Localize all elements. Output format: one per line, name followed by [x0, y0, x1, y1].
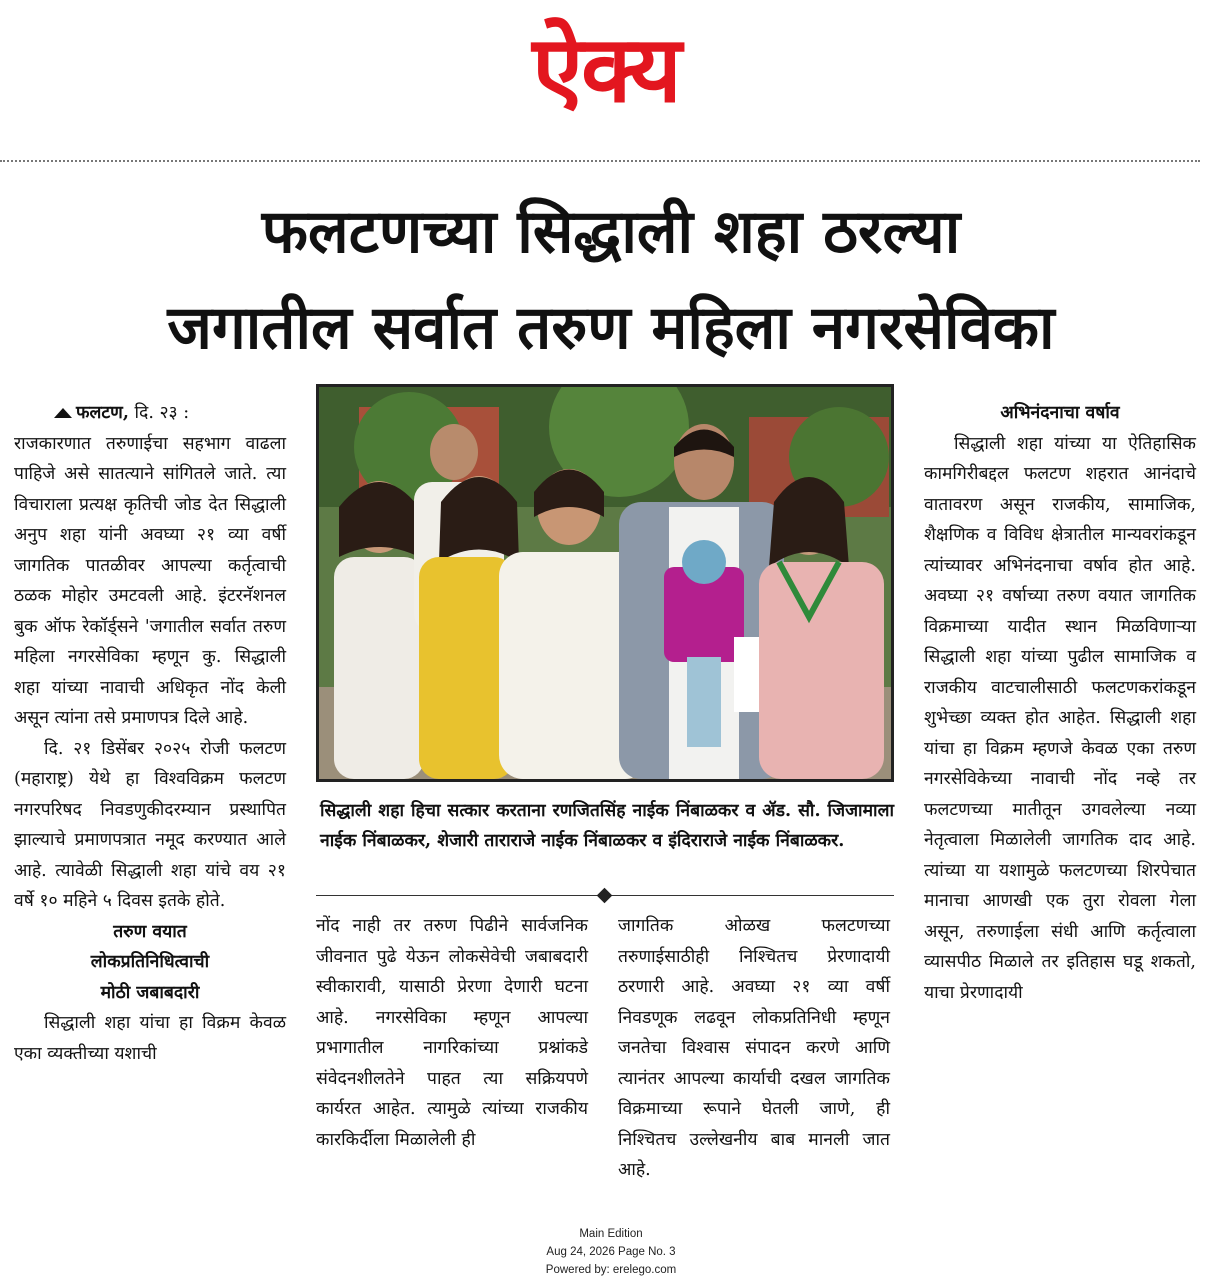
dotted-divider [0, 160, 1200, 162]
article-column-left [14, 398, 286, 1069]
page-footer [0, 1225, 1222, 1279]
article-paragraph: सिद्धाली शहा यांचा हा विक्रम केवळ एका व्यक्तीच्या यशाची [14, 1013, 286, 1064]
dateline-place: फलटण, [76, 403, 129, 423]
section-subhead [14, 917, 286, 1009]
masthead [0, 0, 1222, 160]
article-paragraph: दि. २१ डिसेंबर २०२५ रोजी फलटण (महाराष्ट्र) येथे हा विश्वविक्रम फलटण नगरपरिषद निवडणुकीदरम्यान प्रस्थापित झाल्याचे प्रमाणपत्रात नमूद करण्यात आले आहे. त्यावेळी सिद्धाली शहा यांचे वय २१ वर्षे १० महिने ५ दिवस इतके होते. [14, 738, 286, 911]
article-column-mid-1 [316, 911, 588, 1155]
article-column-mid-2 [618, 911, 890, 1186]
section-subhead: अभिनंदनाचा वर्षाव [1000, 403, 1120, 423]
dateline-date: दि. २३ : [128, 403, 190, 423]
date-page-label: Aug 24, 2026 Page No. 3 [546, 1246, 676, 1258]
subhead-line: लोकप्रतिनिधित्वाची [90, 952, 210, 972]
edition-label: Main Edition [579, 1228, 643, 1240]
photo-caption: सिद्धाली शहा हिचा सत्कार करताना रणजितसिंह नाईक निंबाळकर व ॲड. सौ. जिजामाला नाईक निंबाळकर, शेजारी ताराराजे नाईक निंबाळकर व इंदिराराजे नाईक निंबाळकर. [320, 801, 894, 851]
diamond-icon [597, 888, 613, 904]
news-photo [316, 384, 894, 782]
dateline [14, 398, 286, 429]
article-paragraph: सिद्धाली शहा यांच्या या ऐतिहासिक कामगिरीबद्दल फलटण शहरात आनंदाचे वातावरण असून राजकीय, सामाजिक, शैक्षणिक व विविध क्षेत्रातील मान्यवरांकडून त्यांच्यावर अभिनंदनाचा वर्षाव होत आहे. अवघ्या २१ वर्षाच्या तरुण वयात जागतिक विक्रमाच्या यादीत स्थान मिळविणाऱ्या सिद्धाली शहा यांच्या पुढील सामाजिक व राजकीय वाटचालीसाठी फलटणकरांकडून शुभेच्छा व्यक्त होत आहेत. सिद्धाली शहा यांचा हा विक्रम म्हणजे केवळ एका तरुण नगरसेविकेच्या नावाची नोंद नव्हे तर फलटणच्या मातीतून उगवलेल्या नव्या नेतृत्वाला मिळालेली जागतिक दाद आहे. त्यांच्या या यशामुळे फलटणच्या शिरपेचात मानाचा आणखी एक तुरा रोवला गेला असून, तरुणाईला संधी आणि कर्तृत्वाला व्यासपीठ मिळाले तर इतिहास घडू शकतो, याचा प्रेरणादायी [924, 433, 1196, 1003]
subhead-line: तरुण वयात [113, 921, 187, 942]
subhead-line: मोठी जबाबदारी [100, 982, 200, 1003]
powered-by-label: Powered by: erelego.com [545, 1264, 677, 1276]
triangle-icon [54, 408, 72, 418]
article-column-right [924, 398, 1196, 1008]
article-paragraph: जागतिक ओळख फलटणच्या तरुणाईसाठीही निश्चितच प्रेरणादायी ठरणारी आहे. अवघ्या २१ व्या वर्षी निवडणूक लढवून लोकप्रतिनिधी म्हणून जनतेचा विश्वास संपादन करणे आणि त्यानंतर आपल्या कार्याची दखल जागतिक विक्रमाच्या रूपाने घेतली जाणे, ही निश्चितच उल्लेखनीय बाब मानली जात आहे. [618, 916, 890, 1180]
newspaper-logo: ऐक्य [532, 16, 680, 123]
article-paragraph: नोंद नाही तर तरुण पिढीने सार्वजनिक जीवनात पुढे येऊन लोकसेवेची जबाबदारी स्वीकारावी, यासाठी प्रेरणा देणारी घटना आहे. नगरसेविका म्हणून आपल्या प्रभागातील नागरिकांच्या प्रश्नांकडे संवेदनशीलतेने पाहत त्या सक्रियपणे कार्यरत आहेत. त्यामुळे त्यांच्या राजकीय कारकिर्दीला मिळालेली ही [316, 916, 588, 1150]
headline-line-1: फलटणच्या सिद्धाली शहा ठरल्या [261, 197, 961, 267]
caption-divider [316, 890, 894, 902]
article-paragraph: राजकारणात तरुणाईचा सहभाग वाढला पाहिजे असे सातत्याने सांगितले जाते. त्या विचाराला प्रत्यक्ष कृतिची जोड देत सिद्धाली अनुप शहा यांनी अवघ्या २१ व्या वर्षी जागतिक पातळीवर आपल्या कर्तृत्वाची ठळक मोहोर उमटवली आहे. इंटरनॅशनल बुक ऑफ रेकॉर्ड्सने 'जगातील सर्वात तरुण महिला नगरसेविका म्हणून कु. सिद्धाली शहा यांच्या नावाची अधिकृत नोंद केली असून त्यांना तसे प्रमाणपत्र दिले आहे. [14, 433, 286, 728]
headline-line-2: जगातील सर्वात तरुण महिला नगरसेविका [167, 293, 1055, 363]
felicitation-photo-illustration [319, 387, 891, 779]
